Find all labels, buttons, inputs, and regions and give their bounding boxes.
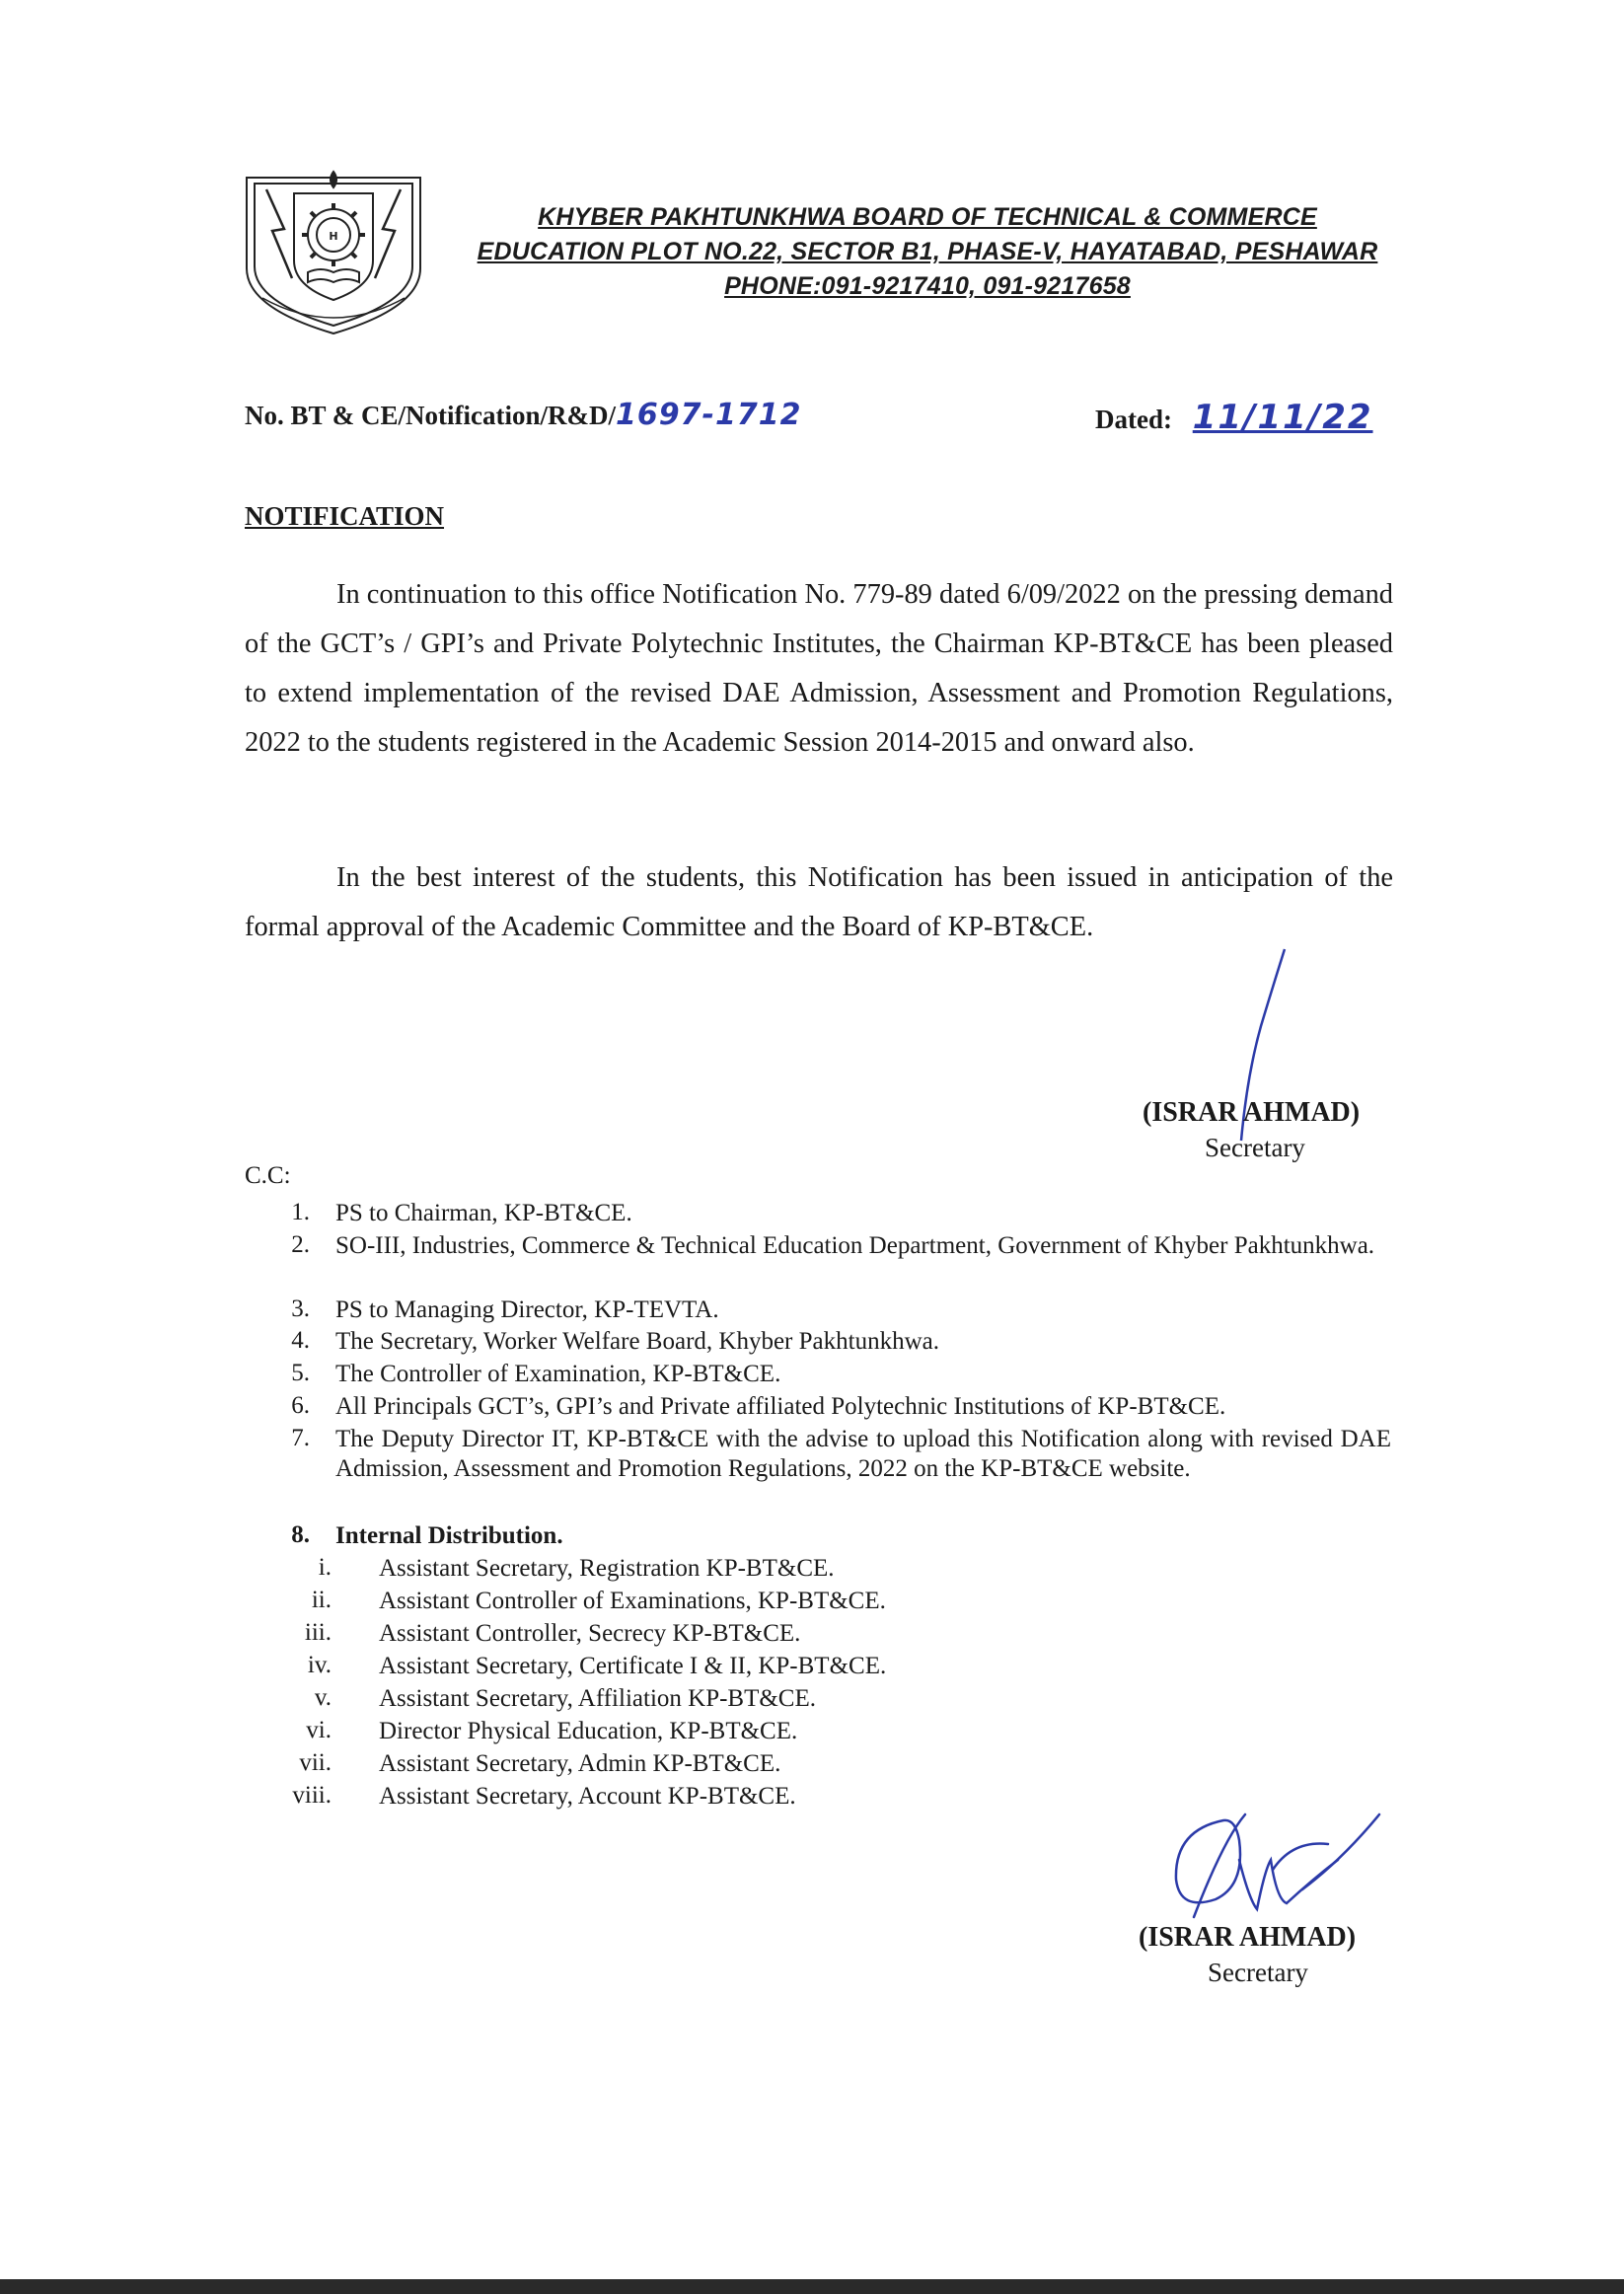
- internal-item: Assistant Secretary, Affiliation KP-BT&CE.: [379, 1685, 817, 1712]
- internal-item-number: viii.: [292, 1782, 332, 1809]
- reference-number-label: No. BT & CE/Notification/R&D/: [245, 401, 616, 430]
- handwritten-signature-icon: [1154, 1801, 1391, 1929]
- board-address: EDUCATION PLOT NO.22, SECTOR B1, PHASE-V, HAYATABAD, PESHAWAR: [477, 238, 1378, 265]
- signatory-designation-1: Secretary: [1205, 1133, 1305, 1162]
- body-paragraph-2: In the best interest of the students, this Notification has been issued in anticipation of the formal approval of the Academic Committee and the Board of KP-BT&CE.: [245, 862, 1393, 942]
- cc-item-number: 4.: [291, 1327, 310, 1354]
- dated-label: Dated:: [1095, 405, 1172, 434]
- internal-item-number: v.: [314, 1684, 332, 1711]
- cc-item-number: 3.: [291, 1295, 310, 1322]
- cc-label: C.C:: [245, 1162, 291, 1189]
- signatory-name-2: (ISRAR AHMAD): [1139, 1922, 1357, 1953]
- cc-item-number: 2.: [291, 1231, 310, 1258]
- signatory-designation-2: Secretary: [1208, 1958, 1308, 1987]
- internal-item: Assistant Controller of Examinations, KP-BT&CE.: [379, 1588, 886, 1614]
- handwritten-date: 11/11/22: [1192, 398, 1373, 437]
- cc-item-number: 5.: [291, 1360, 310, 1386]
- internal-item: Assistant Secretary, Account KP-BT&CE.: [379, 1783, 796, 1810]
- cc-item: The Deputy Director IT, KP-BT&CE with the advise to upload this Notification along with revised DAE Admission, Assessment and Promotion Regulations, 2022 on the KP-BT&CE website.: [335, 1426, 1391, 1482]
- cc-item: All Principals GCT’s, GPI’s and Private affiliated Polytechnic Institutions of KP-BT&CE.: [335, 1393, 1226, 1420]
- body-paragraph-1: In continuation to this office Notification No. 779-89 dated 6/09/2022 on the pressing demand of the GCT’s / GPI’s and Private Polytechnic Institutes, the Chairman KP-BT&CE has been pleased to extend implementation of the revised DAE Admission, Assessment and Promotion Regulations, 2022 to the students registered in the Academic Session 2014-2015 and onward also.: [245, 579, 1393, 758]
- cc-item-number: 1.: [291, 1199, 310, 1225]
- internal-item: Assistant Controller, Secrecy KP-BT&CE.: [379, 1620, 801, 1647]
- cc-item: PS to Chairman, KP-BT&CE.: [335, 1200, 632, 1226]
- cc-item-number: 6.: [291, 1392, 310, 1419]
- page-title: NOTIFICATION: [245, 501, 445, 531]
- handwritten-reference-number: 1697-1712: [616, 398, 802, 432]
- internal-item: Assistant Secretary, Admin KP-BT&CE.: [379, 1750, 781, 1777]
- internal-item-number: vi.: [306, 1717, 332, 1743]
- internal-item-number: ii.: [311, 1587, 332, 1613]
- cc-item: The Secretary, Worker Welfare Board, Khyber Pakhtunkhwa.: [335, 1328, 939, 1355]
- internal-item-number: i.: [318, 1554, 332, 1581]
- cc-item: PS to Managing Director, KP-TEVTA.: [335, 1296, 719, 1323]
- cc-item-number: 7.: [291, 1425, 310, 1451]
- internal-item-number: iv.: [307, 1652, 332, 1678]
- internal-item: Assistant Secretary, Certificate I & II, KP-BT&CE.: [379, 1653, 887, 1679]
- reference-number: [245, 398, 801, 432]
- reference-date: [1095, 398, 1373, 437]
- board-logo-icon: [237, 170, 430, 337]
- internal-item: Assistant Secretary, Registration KP-BT&CE.: [379, 1555, 835, 1582]
- board-phone: PHONE:091-9217410, 091-9217658: [724, 272, 1131, 300]
- internal-item: Director Physical Education, KP-BT&CE.: [379, 1718, 798, 1744]
- board-name-heading: KHYBER PAKHTUNKHWA BOARD OF TECHNICAL & COMMERCE: [538, 203, 1317, 231]
- svg-text:H: H: [329, 230, 338, 243]
- cc-item-number: 8.: [291, 1521, 310, 1548]
- cc-item: The Controller of Examination, KP-BT&CE.: [335, 1361, 781, 1387]
- signatory-name-1: (ISRAR AHMAD): [1143, 1097, 1361, 1128]
- internal-item-number: iii.: [304, 1619, 332, 1646]
- scan-bottom-edge: [0, 2279, 1624, 2294]
- internal-distribution-heading: Internal Distribution.: [335, 1522, 563, 1549]
- cc-item: SO-III, Industries, Commerce & Technical Education Department, Government of Khyber Pakhtunkhwa.: [335, 1232, 1375, 1259]
- internal-item-number: vii.: [299, 1749, 332, 1776]
